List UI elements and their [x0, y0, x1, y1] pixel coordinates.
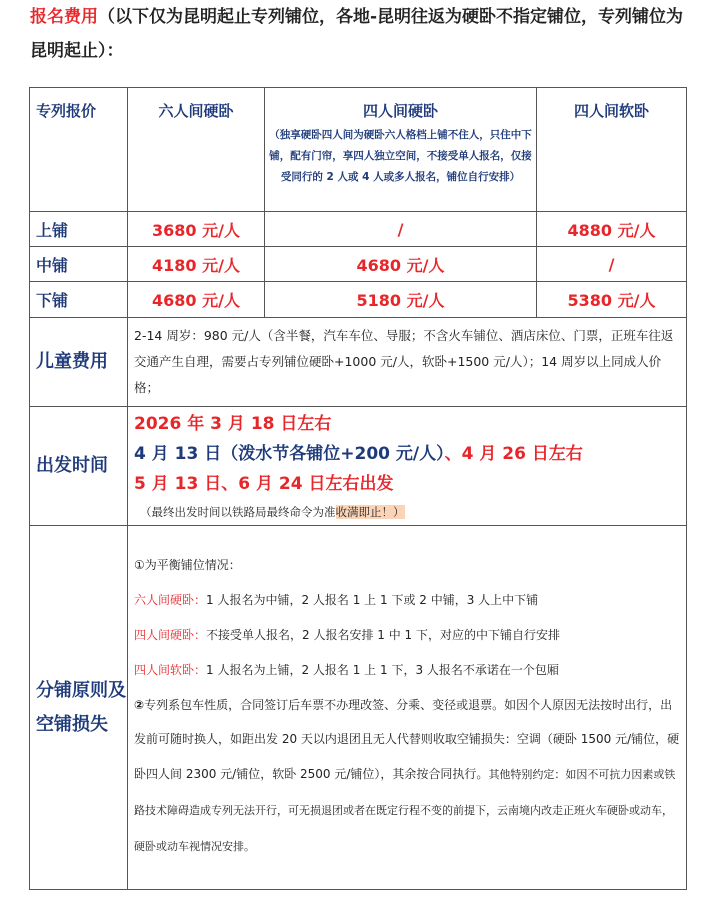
rules-item-four-soft-text: 1 人报名为上铺，2 人报名 1 上 1 下，3 人报名不承诺在一个包厢 [206, 662, 559, 677]
departure-label: 出发时间 [30, 407, 128, 526]
row-label-lower: 下铺 [30, 282, 128, 318]
price-row-middle [30, 247, 687, 282]
rules-item-four-hard-text: 不接受单人报名，2 人报名安排 1 中 1 下，对应的中下铺自行安排 [206, 628, 560, 642]
rules-para-2 [134, 688, 680, 865]
row-label-middle: 中铺 [30, 247, 128, 282]
departure-line-1: 2026 年 3 月 18 日左右 [134, 414, 332, 434]
rules-para-3-text: 其他特别约定：如因不可抗力因素或铁路技术障碍造成专列无法开行，可无损退团或者在既定行程不变的前提下，云南境内改走正班火车硬卧或动车，硬卧或动车视情况安排。 [134, 768, 676, 853]
departure-note-highlight: 收满即止！） [335, 505, 405, 519]
price-upper-four-soft: 4880 元/人 [537, 212, 687, 247]
price-table [29, 87, 687, 890]
fee-header [30, 0, 690, 68]
departure-row [30, 407, 687, 526]
departure-cell [128, 407, 687, 526]
rules-item-four-hard-label: 四人间硬卧： [134, 628, 207, 642]
price-middle-six-hard: 4180 元/人 [128, 247, 265, 282]
col-note-four-hard: （独享硬卧四人间为硬卧六人格档上铺不住人，只住中下铺，配有门帘，享四人独立空间，不接受单人报名，仅接受同行的 2 人或 4 人或多人报名，铺位自行安排） [269, 129, 532, 183]
fee-header-text: （以下仅为昆明起止专列铺位，各地-昆明往返为硬卧不指定铺位，专列铺位为昆明起止）： [30, 7, 684, 61]
child-fee-row [30, 318, 687, 407]
price-corner: 专列报价 [30, 88, 128, 212]
rules-intro: ①为平衡铺位情况： [134, 558, 241, 573]
price-upper-six-hard: 3680 元/人 [128, 212, 265, 247]
child-fee-label: 儿童费用 [30, 318, 128, 407]
departure-line-2-red: 、4 月 26 日左右 [444, 444, 583, 464]
rules-item-six-hard-label: 六人间硬卧： [134, 593, 207, 608]
col-four-hard [265, 88, 537, 212]
rules-item-four-hard [134, 618, 680, 653]
price-lower-six-hard: 4680 元/人 [128, 282, 265, 318]
rules-item-four-soft [134, 653, 680, 688]
col-title-four-soft: 四人间软卧 [537, 88, 687, 212]
row-label-upper: 上铺 [30, 212, 128, 247]
price-row-upper [30, 212, 687, 247]
departure-note-a: （最终出发时间以铁路局最终命令为准 [140, 505, 336, 519]
price-middle-four-soft: / [537, 247, 687, 282]
rules-item-four-soft-label: 四人间软卧： [134, 662, 207, 677]
price-lower-four-soft: 5380 元/人 [537, 282, 687, 318]
child-fee-text: 2-14 周岁：980 元/人（含半餐，汽车车位、导服；不含火车铺位、酒店床位、门票，正班车往返交通产生自理，需要占专列铺位硬卧+1000 元/人，软卧+1500 元/人）；14 周岁以上同成人价格； [128, 318, 687, 407]
col-title-four-hard: 四人间硬卧 [362, 102, 438, 120]
fee-header-label: 报名费用 [30, 7, 98, 27]
rules-para-2-head: ② [134, 697, 145, 712]
departure-line-3: 5 月 13 日、6 月 24 日左右出发 [134, 474, 394, 494]
price-row-lower [30, 282, 687, 318]
rules-para-2-text: 专列系包车性质，合同签订后车票不办理改签、分乘、变径或退票。如因个人原因无法按时出行，出发前可随时换人，如距出发 20 天以内退团且无人代替则收取空铺损失：空调（硬卧 1500 元/铺位，硬卧四人间 2300 元/铺位，软卧 2500 元/铺位），其余按合同执行。 [134, 697, 680, 782]
rules-cell [128, 526, 687, 890]
rules-item-six-hard [134, 583, 680, 618]
departure-note [134, 499, 682, 525]
rules-label: 分铺原则及空铺损失 [30, 526, 128, 890]
departure-line-2-blue: 4 月 13 日（泼水节各铺位+200 元/人） [134, 444, 445, 464]
rules-row [30, 526, 687, 890]
price-header-row [30, 88, 687, 212]
price-lower-four-hard: 5180 元/人 [265, 282, 537, 318]
rules-item-six-hard-text: 1 人报名为中铺，2 人报名 1 上 1 下或 2 中铺，3 人上中下铺 [206, 593, 539, 608]
departure-line-2 [134, 439, 682, 469]
price-middle-four-hard: 4680 元/人 [265, 247, 537, 282]
col-title-six-hard: 六人间硬卧 [128, 88, 265, 212]
price-upper-four-hard: / [265, 212, 537, 247]
